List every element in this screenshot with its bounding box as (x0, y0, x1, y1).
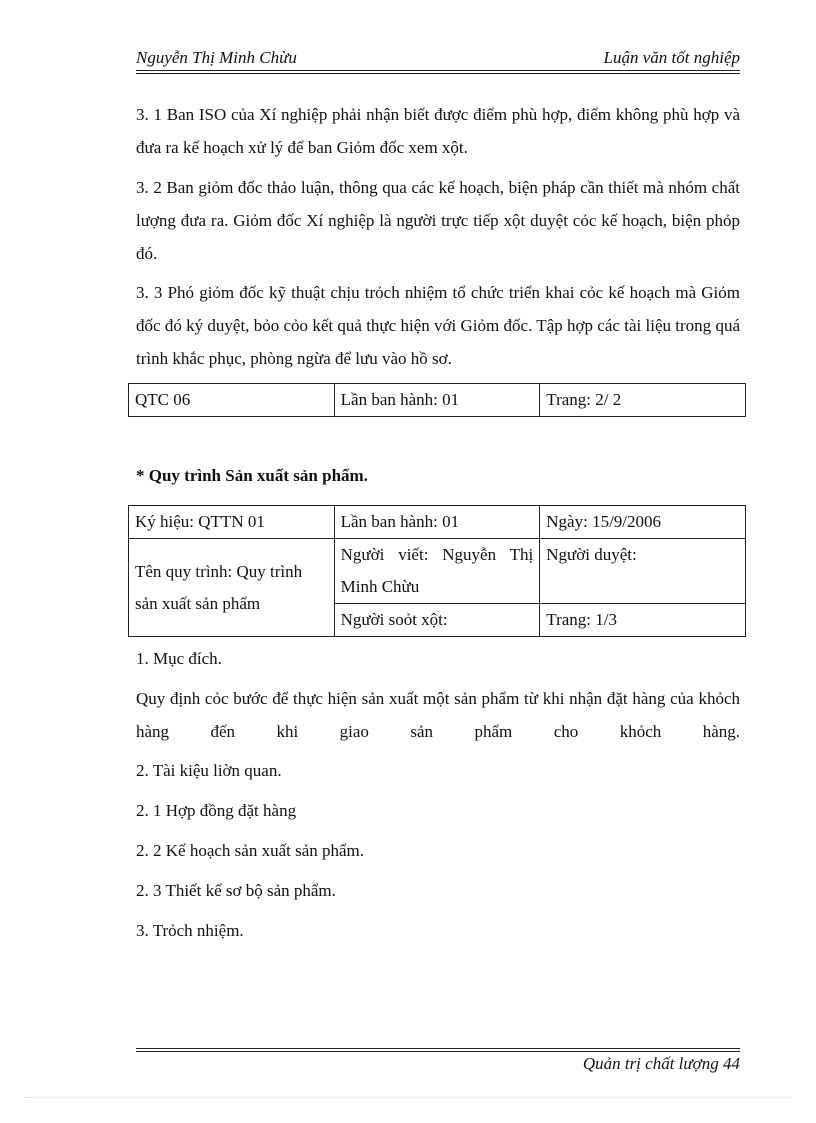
doc-item-3: 2. 3 Thiết kế sơ bộ sản phẩm. (136, 881, 336, 900)
qttn-page-cell: Trang: 1/3 (540, 604, 746, 637)
qttn-name-cell: Tên quy trình: Quy trình sản xuất sản phẩm (129, 539, 335, 637)
qtc-code-cell: QTC 06 (129, 384, 335, 417)
doc-item-1: 2. 1 Hợp đồng đặt hàng (136, 801, 297, 820)
paragraph-3-1: 3. 1 Ban ISO của Xí nghiệp phải nhận biết được điểm phù hợp, điểm không phù hợp và đưa ra kế hoạch xử lý để ban Giỏm đốc xem xột. (136, 105, 740, 157)
qttn-writer-cell: Người viết: Nguyễn Thị Minh Chừu (334, 539, 540, 604)
header-author: Nguyễn Thị Minh Chừu (136, 48, 297, 67)
qtc-issue-cell: Lần ban hành: 01 (334, 384, 540, 417)
docs-title: 2. Tài kiệu liờn quan. (136, 761, 282, 780)
qttn-symbol-cell: Ký hiệu: QTTN 01 (129, 506, 335, 539)
doc-item-2: 2. 2 Kế hoạch sản xuất sản phẩm. (136, 841, 365, 860)
qttn-date-cell: Ngày: 15/9/2006 (540, 506, 746, 539)
paragraph-3-2: 3. 2 Ban giỏm đốc thảo luận, thông qua các kế hoạch, biện pháp cần thiết mà nhóm chất lượng đưa ra. Giỏm đốc Xí nghiệp là người trực tiếp xột duyệt cỏc kế hoạch, biện phỏp đó. (136, 178, 740, 263)
footer-rule (136, 1048, 740, 1049)
page-edge-divider (24, 1097, 792, 1098)
section-heading: * Quy trình Sản xuất sản phẩm. (136, 466, 368, 485)
purpose-text: Quy định cỏc bước để thực hiện sản xuất một sản phẩm từ khi nhận đặt hàng của khỏch hàng đến khi giao sản phẩm cho khỏch hàng. (136, 689, 740, 741)
responsibility-title: 3. Trỏch nhiệm. (136, 921, 244, 940)
page-footer: Quản trị chất lượng 44 (582, 1054, 740, 1073)
qtc-page-cell: Trang: 2/ 2 (540, 384, 746, 417)
qttn-reviewer-cell: Người soỏt xột: (334, 604, 540, 637)
footer-rule-double (136, 1051, 740, 1052)
header-rule-double (136, 73, 740, 74)
paragraph-3-3: 3. 3 Phó giỏm đốc kỹ thuật chịu trỏch nhiệm tổ chức triển khai cỏc kế hoạch mà Giỏm đốc đó ký duyệt, bỏo cỏo kết quả thực hiện với Giỏm đốc. Tập hợp các tài liệu trong quá trình khắc phục, phòng ngừa để lưu vào hồ sơ. (136, 283, 740, 368)
qtc-table (128, 383, 746, 417)
qttn-issue-cell: Lần ban hành: 01 (334, 506, 540, 539)
page-header (136, 48, 740, 68)
qttn-table (128, 505, 746, 637)
purpose-title: 1. Mục đích. (136, 649, 222, 668)
qttn-approver-cell: Người duyệt: (540, 539, 746, 604)
header-doc-type: Luận văn tốt nghiệp (603, 48, 740, 67)
header-rule (136, 70, 740, 71)
